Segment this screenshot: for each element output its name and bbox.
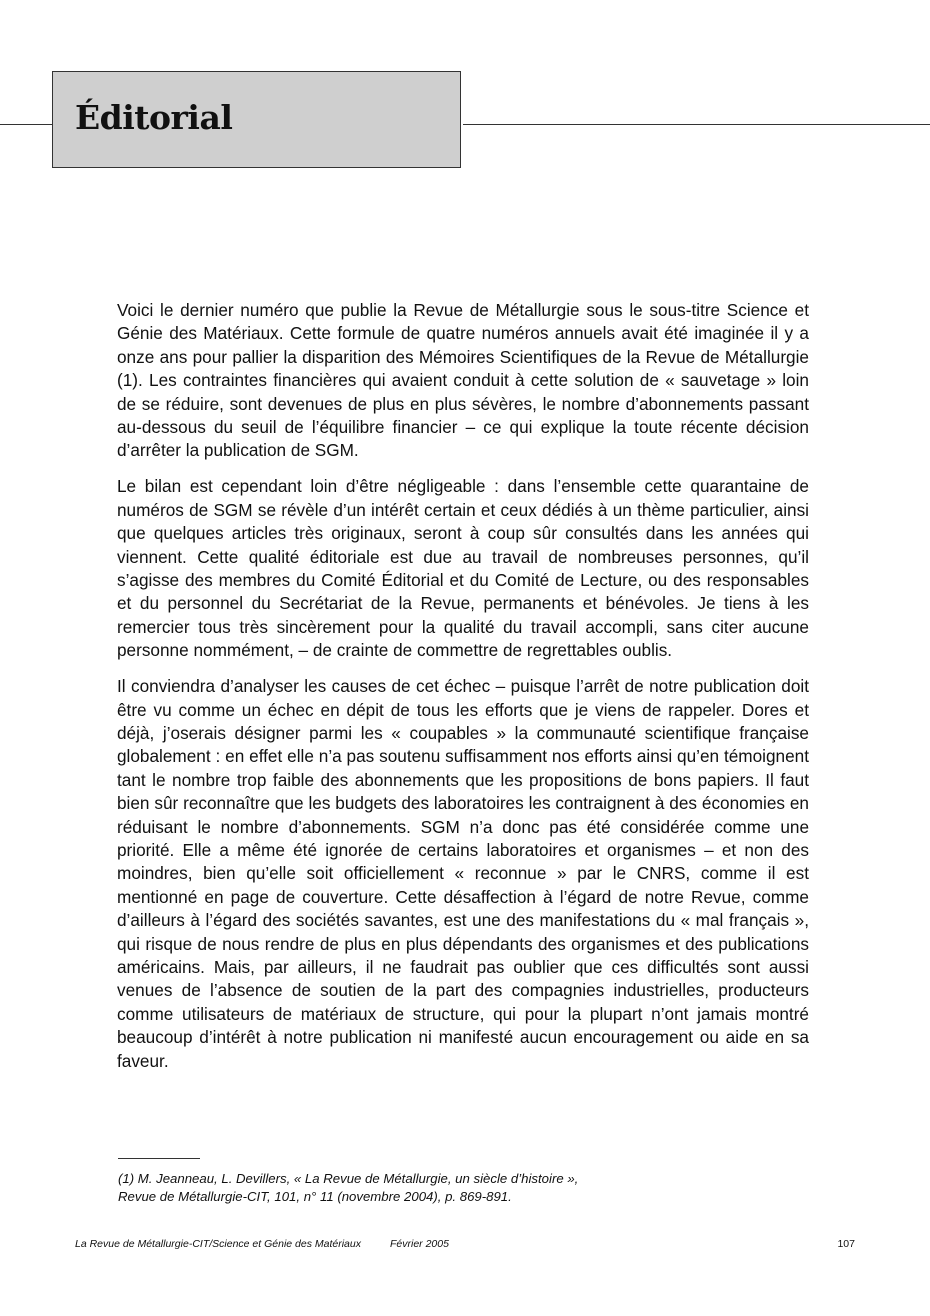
- footnote: [118, 1170, 798, 1206]
- footer-journal: La Revue de Métallurgie-CIT/Science et Génie des Matériaux: [75, 1238, 361, 1250]
- footer-date: Février 2005: [390, 1238, 449, 1250]
- footnote-line-2: Revue de Métallurgie-CIT, 101, n° 11 (novembre 2004), p. 869-891.: [118, 1189, 512, 1204]
- header-rule-left: [0, 124, 52, 125]
- paragraph-3: Il conviendra d’analyser les causes de cet échec – puisque l’arrêt de notre publication doit être vu comme un échec en dépit de tous les efforts que je viens de rappeler. Dores et déjà, j’oserais désigner parmi les « coupables » la communauté scientifique française globalement : en effet elle n’a pas soutenu suffisamment nos efforts ainsi qu’en témoignent tant le nombre trop faible des abonnements que les propositions de bons papiers. Il faut bien sûr reconnaître que les budgets des laboratoires les contraignent à des économies en réduisant le nombre d’abonnements. SGM n’a donc pas été considérée comme une priorité. Elle a même été ignorée de certains laboratoires et organismes – et non des moindres, bien qu’elle soit officiellement « reconnue » par le CNRS, comme il est mentionné en page de couverture. Cette désaffection à l’égard de notre Revue, comme d’ailleurs à l’égard des sociétés savantes, est une des manifestations du « mal français », qui risque de nous rendre de plus en plus dépendants des organismes et des publications américains. Mais, par ailleurs, il ne faudrait pas oublier que ces difficultés sont aussi venues de l’absence de soutien de la part des compagnies industrielles, producteurs comme utilisateurs de matériaux de structure, qui pour la plupart n’ont jamais montré beaucoup d’intérêt à notre publication ni manifesté aucun encouragement ou aide en sa faveur.: [117, 676, 809, 1071]
- footnote-separator: [118, 1158, 200, 1159]
- article-body: [117, 299, 809, 1086]
- header-rule-right: [463, 124, 930, 125]
- page-title: Éditorial: [75, 98, 233, 137]
- page-number: 107: [837, 1238, 855, 1250]
- paragraph-1: Voici le dernier numéro que publie la Revue de Métallurgie sous le sous-titre Science et Génie des Matériaux. Cette formule de quatre numéros annuels avait été imaginée il y a onze ans pour pallier la disparition des Mémoires Scientifiques de la Revue de Métallurgie (1). Les contraintes financières qui avaient conduit à cette solution de « sauvetage » loin de se réduire, sont devenues de plus en plus sévères, le nombre d’abonnements passant au-dessous du seuil de l’équilibre financier – ce qui explique la toute récente décision d’arrêter la publication de SGM.: [117, 300, 809, 461]
- footnote-line-1: (1) M. Jeanneau, L. Devillers, « La Revue de Métallurgie, un siècle d’histoire »,: [118, 1171, 579, 1186]
- paragraph-2: Le bilan est cependant loin d’être négligeable : dans l’ensemble cette quarantaine de numéros de SGM se révèle d’un intérêt certain et ceux dédiés à un thème particulier, ainsi que quelques articles très originaux, seront à coup sûr consultés dans les années qui viennent. Cette qualité éditoriale est due au travail de nombreuses personnes, qu’il s’agisse des membres du Comité Éditorial et du Comité de Lecture, ou des responsables et du personnel du Secrétariat de la Revue, permanents et bénévoles. Je tiens à les remercier tous très sincèrement pour la qualité du travail accompli, sans citer aucune personne nommément, – de crainte de commettre de regrettables oublis.: [117, 476, 809, 661]
- title-box: [52, 71, 461, 168]
